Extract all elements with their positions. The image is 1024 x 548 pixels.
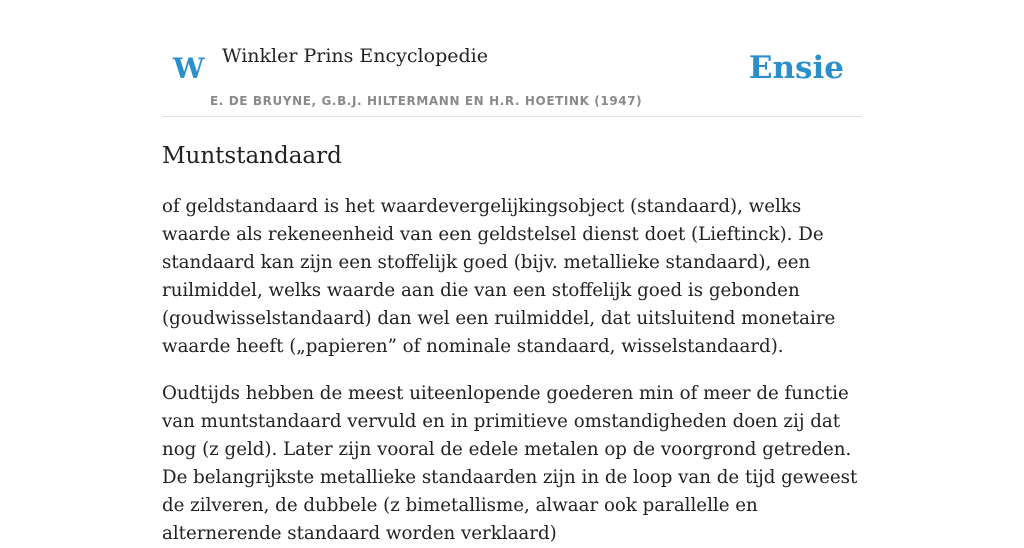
article-paragraph: of geldstandaard is het waardevergelijkingsobject (standaard), welks waarde als rekeneenheid van een geldstelsel dienst doet (Lieftinck). De standaard kan zijn een stoffelijk goed (bijv. metallieke standaard), een ruilmiddel, welks waarde aan die van een stoffelijk goed is gebonden (goudwisselstandaard) dan wel een ruilmiddel, dat uitsluitend monetaire waarde heeft („papieren” of nominale standaard, wisselstandaard). [162, 196, 836, 357]
page [162, 0, 862, 548]
winkler-prins-logo[interactable]: W [173, 52, 205, 85]
header [162, 0, 862, 117]
article-paragraph: Oudtijds hebben de meest uiteenlopende goederen min of meer de functie van muntstandaard vervuld en in primitieve omstandigheden doen zij dat nog (z geld). Later zijn vooral de edele metalen op de voorgrond getreden. De belangrijkste metallieke standaarden zijn in de loop van de tijd geweest de zilveren, de dubbele (z bimetallisme, alwaar ook parallelle en alternerende standaard worden verklaard) [162, 383, 858, 544]
article-title: Muntstandaard [162, 143, 342, 169]
authors-line: E. DE BRUYNE, G.B.J. HILTERMANN EN H.R. HOETINK (1947) [210, 94, 643, 108]
ensie-logo[interactable]: Ensie [748, 50, 844, 86]
encyclopedia-title[interactable]: Winkler Prins Encyclopedie [222, 45, 488, 67]
